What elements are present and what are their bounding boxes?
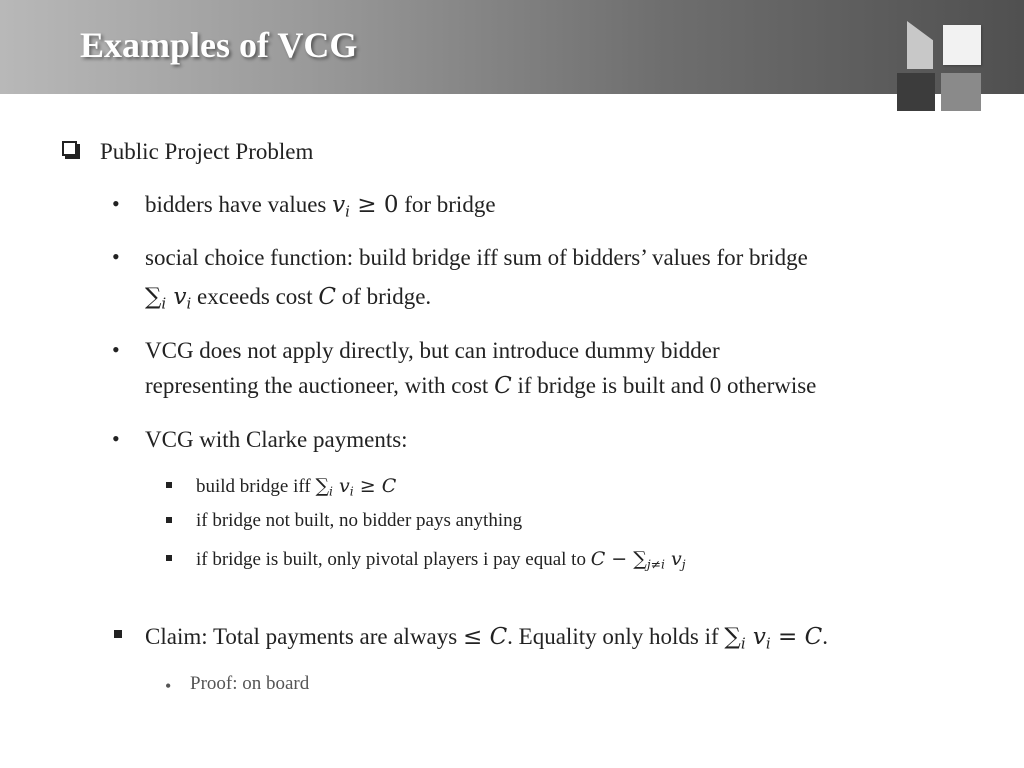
square-bullet-icon [114, 630, 122, 638]
bullet-dot-icon: • [112, 337, 120, 362]
sub-pivotal: if bridge is built, only pivotal players i pay equal to $C - \sum_{j\ne i}$ $v_j$ [196, 548, 686, 572]
bullet-dot-icon: • [112, 244, 120, 269]
logo-block-2 [943, 25, 981, 65]
slide-title: Examples of VCG [80, 25, 358, 65]
sub-not-built: if bridge not built, no bidder pays anything [196, 510, 523, 531]
sub-build-bridge: build bridge iff $\sum_i$ $v_i \ge C$ [196, 475, 397, 499]
square-bullet-icon [166, 482, 172, 488]
bullet-dot-icon: • [112, 191, 120, 216]
bullet-dot-icon: • [112, 426, 120, 451]
square-bullet-icon [166, 555, 172, 561]
bullet-values: bidders have values $v_i \ge 0$ for bridge [145, 192, 496, 221]
bullet-vcg-line1: VCG does not apply directly, but can introduce dummy bidder [145, 338, 720, 363]
checkbox-bullet-icon [62, 141, 77, 156]
claim-line: Claim: Total payments are always ≤ C. Equality only holds if $\sum_i$ $v_i = C$. [145, 624, 828, 653]
section-heading: Public Project Problem [100, 139, 314, 164]
title-bar [0, 0, 1024, 94]
logo-block-4 [941, 73, 981, 111]
bullet-vcg-line2: representing the auctioneer, with cost C if bridge is built and 0 otherwise [145, 373, 817, 399]
logo-block-1 [907, 21, 933, 69]
bullet-clarke: VCG with Clarke payments: [145, 427, 408, 452]
bullet-dot-icon: • [165, 676, 172, 696]
logo-icon [888, 16, 998, 116]
proof-line: Proof: on board [190, 673, 310, 694]
bullet-social-choice-line2: $\sum_i$ $v_i$ exceeds cost C of bridge. [145, 284, 432, 313]
logo-block-3 [897, 73, 935, 111]
square-bullet-icon [166, 517, 172, 523]
bullet-social-choice-line1: social choice function: build bridge iff sum of bidders’ values for bridge [145, 245, 808, 270]
